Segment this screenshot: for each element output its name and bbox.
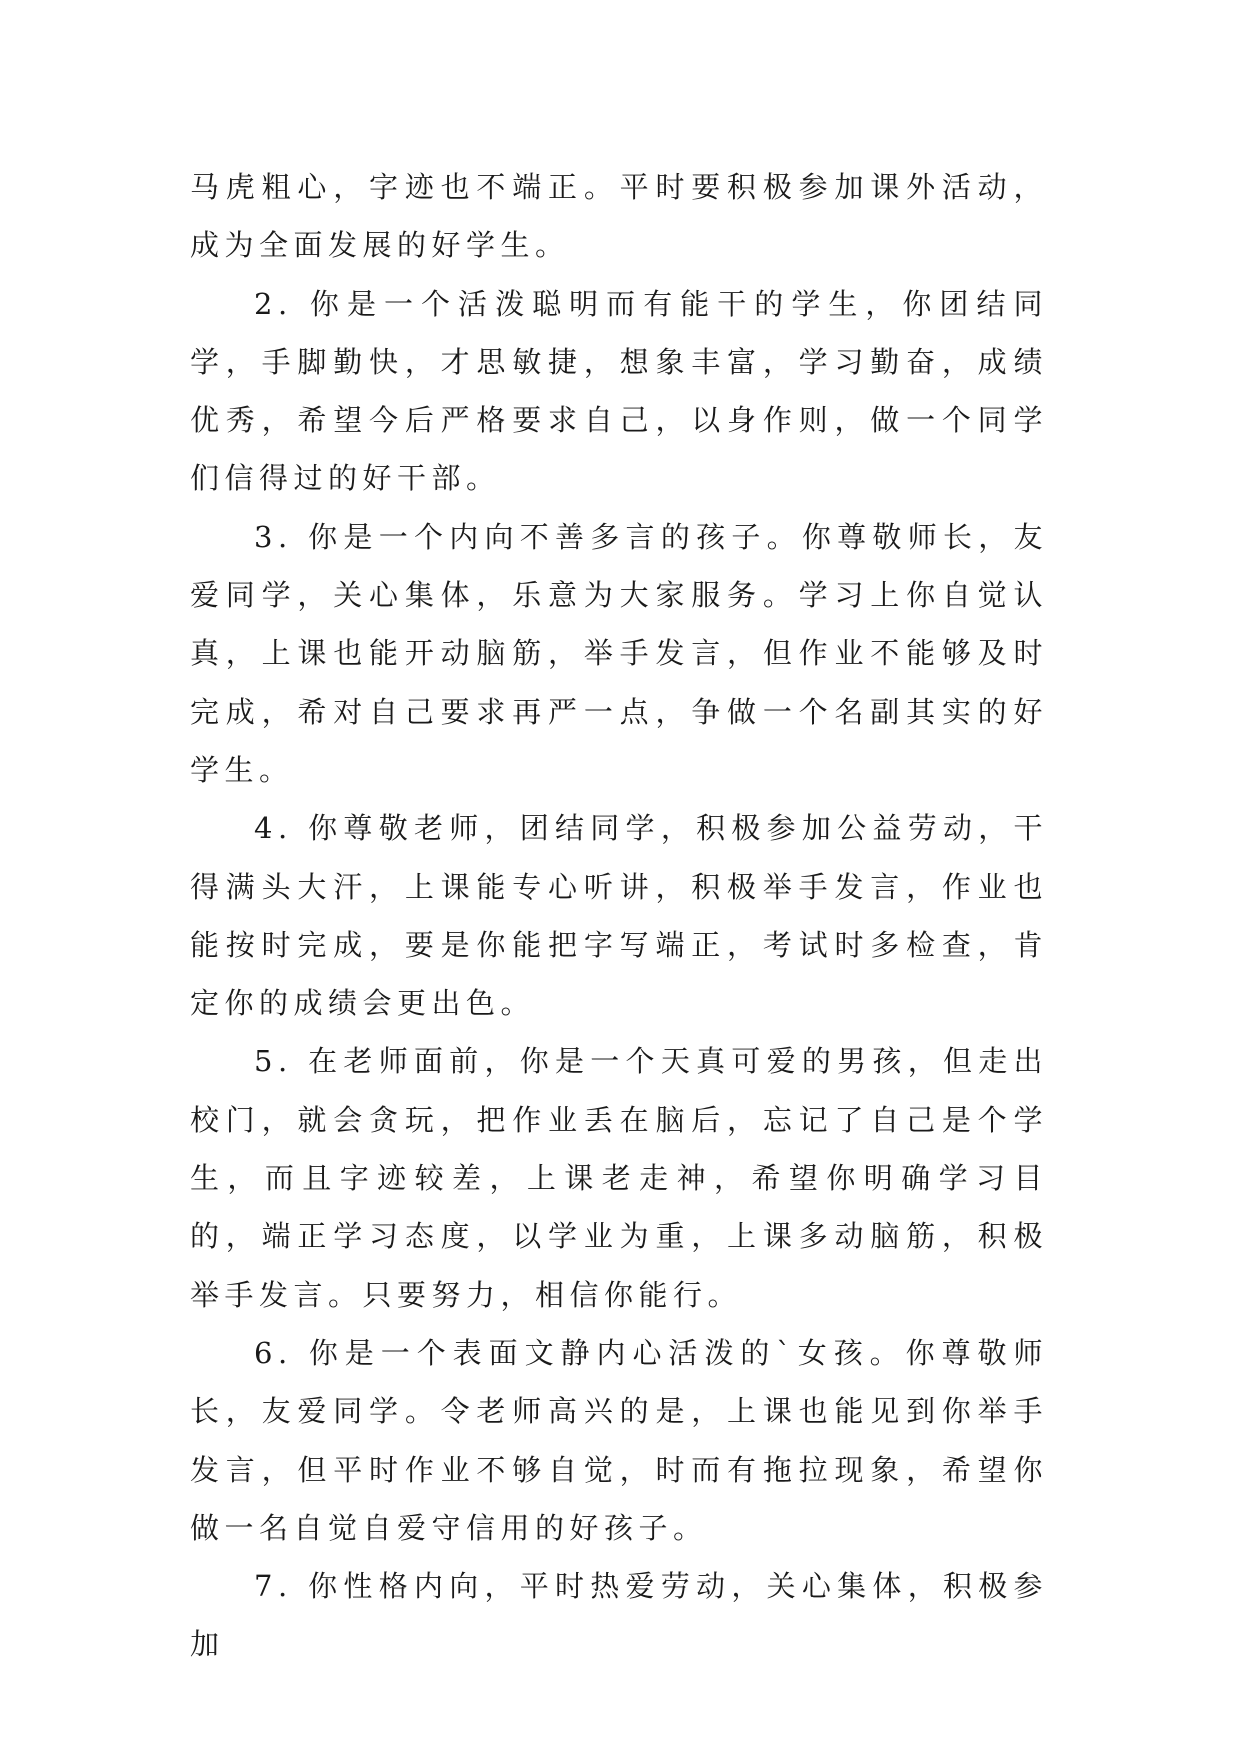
paragraph-comment-5: 5. 在老师面前，你是一个天真可爱的男孩，但走出校门，就会贪玩，把作业丢在脑后，忘记了自己是个学生，而且字迹较差，上课老走神，希望你明确学习目的，端正学习态度，以学业为重，上课多动脑筋，积极举手发言。只要努力，相信你能行。: [190, 1044, 1048, 1312]
paragraph-comment-3: 3. 你是一个内向不善多言的孩子。你尊敬师长，友爱同学，关心集体，乐意为大家服务。学习上你自觉认真，上课也能开动脑筋，举手发言，但作业不能够及时完成，希对自己要求再严一点，争做一个名副其实的好学生。: [190, 519, 1048, 787]
paragraph-continuation: 马虎粗心，字迹也不端正。平时要积极参加课外活动，成为全面发展的好学生。: [190, 170, 1048, 263]
paragraph-comment-6: 6. 你是一个表面文静内心活泼的`女孩。你尊敬师长，友爱同学。令老师高兴的是，上课也能见到你举手发言，但平时作业不够自觉，时而有拖拉现象，希望你做一名自觉自爱守信用的好孩子。: [190, 1335, 1048, 1545]
paragraph-comment-7: 7. 你性格内向，平时热爱劳动，关心集体，积极参加: [190, 1569, 1048, 1662]
paragraph-comment-4: 4. 你尊敬老师，团结同学，积极参加公益劳动，干得满头大汗，上课能专心听讲，积极举手发言，作业也能按时完成，要是你能把字写端正，考试时多检查，肯定你的成绩会更出色。: [190, 811, 1048, 1021]
paragraph-comment-2: 2. 你是一个活泼聪明而有能干的学生，你团结同学，手脚勤快，才思敏捷，想象丰富，学习勤奋，成绩优秀，希望今后严格要求自己，以身作则，做一个同学们信得过的好干部。: [190, 286, 1048, 496]
document-body: [190, 158, 1048, 1674]
